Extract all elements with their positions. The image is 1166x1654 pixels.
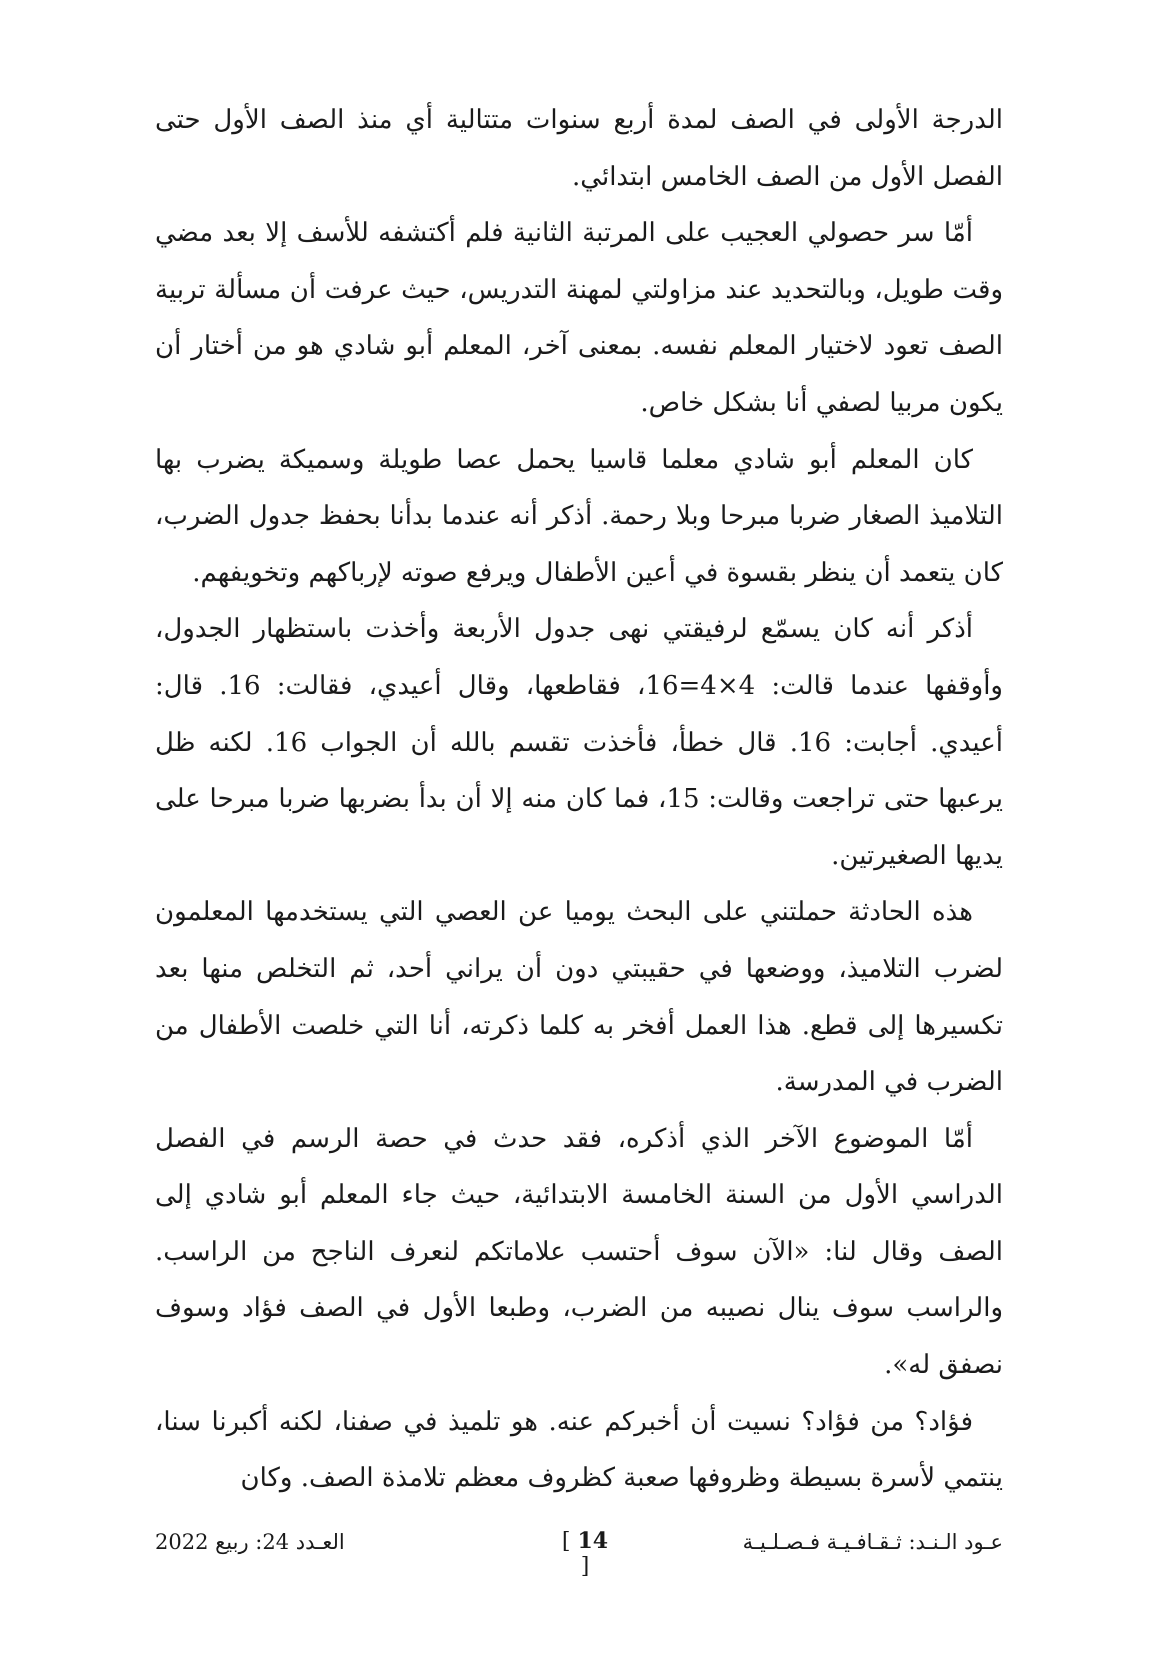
page-number <box>555 1528 615 1579</box>
page-footer <box>155 1528 1003 1579</box>
page-bracket-close: ] <box>580 1554 590 1579</box>
paragraph-2: أمّا سر حصولي العجيب على المرتبة الثانية فلم أكتشفه للأسف إلا بعد مضي وقت طويل، وبالتحديد عند مزاولتي لمهنة التدريس، حيث عرفت أن مسألة تربية الصف تعود لاختيار المعلم نفسه. بمعنى آخر، المعلم أبو شادي هو من أختار أن يكون مربيا لصفي أنا بشكل خاص. <box>155 218 1003 418</box>
paragraph-6: أمّا الموضوع الآخر الذي أذكره، فقد حدث في حصة الرسم في الفصل الدراسي الأول من السنة الخامسة الابتدائية، حيث جاء المعلم أبو شادي إلى الصف وقال لنا: «الآن سوف أحتسب علاماتكم لنعرف الناجح من الراسب. والراسب سوف ينال نصيبه من الضرب، وطبعا الأول في الصف فؤاد وسوف نصفق له». <box>155 1123 1004 1381</box>
page-bracket-open: [ <box>561 1529 578 1554</box>
paragraph-5: هذه الحادثة حملتني على البحث يوميا عن العصي التي يستخدمها المعلمون لضرب التلاميذ، ووضعها في حقيبتي دون أن يراني أحد، ثم التخلص منها بعد تكسيرها إلى قطع. هذا العمل أفخر به كلما ذكرته، أنا التي خلصت الأطفال من الضرب في المدرسة. <box>155 897 1003 1098</box>
paragraph-4: أذكر أنه كان يسمّع لرفيقتي نهى جدول الأربعة وأخذت باستظهار الجدول، وأوقفها عندما قالت: 4×4=16، فقاطعها، وقال أعيدي، فقالت: 16. قال: أعيدي. أجابت: 16. قال خطأ، فأخذت تقسم بالله أن الجواب 16. لكنه ظل يرعبها حتى تراجعت وقالت: 15، فما كان منه إلا أن بدأ بضربها ضربا مبرحا على يديها الصغيرتين. <box>155 614 1004 871</box>
paragraph-3: كان المعلم أبو شادي معلما قاسيا يحمل عصا طويلة وسميكة يضرب بها التلاميذ الصغار ضربا مبرحا وبلا رحمة. أذكر أنه عندما بدأنا بحفظ جدول الضرب، كان يتعمد أن ينظر بقسوة في أعين الأطفال ويرفع صوته لإرباكهم وتخويفهم. <box>155 444 1003 588</box>
paragraph-7: فؤاد؟ من فؤاد؟ نسيت أن أخبركم عنه. هو تلميذ في صفنا، لكنه أكبرنا سنا، ينتمي لأسرة بسيطة وظروفها صعبة كظروف معظم تلامذة الصف. وكان <box>155 1406 1003 1494</box>
page-number-value: 14 <box>577 1528 609 1554</box>
journal-title: عـود الـنـد: ثـقـافـيـة فـصـلـيـة <box>742 1530 1003 1554</box>
issue-info: العـدد 24: ربيع 2022 <box>155 1530 345 1554</box>
article-body <box>155 92 1003 1507</box>
paragraph-1: الدرجة الأولى في الصف لمدة أربع سنوات متتالية أي منذ الصف الأول حتى الفصل الأول من الصف الخامس ابتدائي. <box>155 105 1003 192</box>
